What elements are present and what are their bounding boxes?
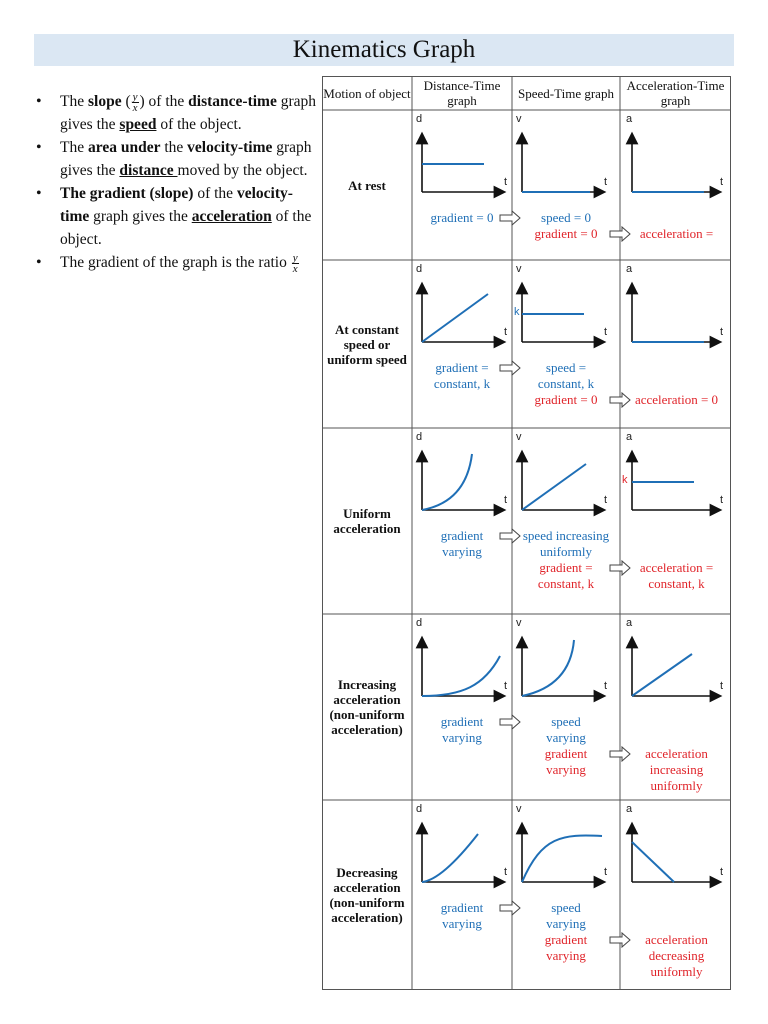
speed-note: speed =	[545, 360, 587, 375]
axis-letter-a: a	[626, 617, 633, 629]
axis-letter-t: t	[504, 866, 508, 878]
axis-letter-t: t	[604, 866, 608, 878]
speed-note: speed increasing	[522, 528, 610, 543]
speed-note: uniformly	[540, 544, 592, 559]
speed-note: constant, k	[537, 376, 595, 391]
axis-letter-t: t	[720, 326, 724, 338]
distance-note: varying	[442, 916, 482, 931]
acceleration-note: acceleration =	[639, 560, 714, 575]
header-motion: Motion of object	[323, 85, 411, 101]
axis-letter-v: v	[516, 263, 522, 275]
speed-gradient-note: gradient	[544, 746, 588, 761]
distance-line	[422, 454, 472, 510]
row-label: At constant speed or uniform speed	[327, 321, 407, 367]
acceleration-note: acceleration	[645, 932, 708, 947]
axis-letter-t: t	[604, 494, 608, 506]
bullet-item: • The area under the velocity-time graph gives the distance moved by the object.	[36, 136, 316, 182]
acceleration-note: uniformly	[650, 964, 703, 979]
speed-gradient-note: varying	[546, 762, 586, 777]
axis-letter-t: t	[504, 680, 508, 692]
fraction: $\frac{y}{x}$	[132, 90, 138, 114]
axis-letter-d: d	[416, 617, 423, 629]
speed-note: speed	[551, 900, 581, 915]
axis-letter-t: t	[720, 176, 724, 188]
header-distance-time: Distance-Time graph	[423, 78, 501, 108]
acceleration-note: constant, k	[648, 576, 705, 591]
axis-letter-v: v	[516, 803, 522, 815]
speed-note: speed = 0	[541, 210, 591, 225]
axis-letter-t: t	[504, 176, 508, 188]
axis-letter-a: a	[626, 431, 633, 443]
acceleration-note: acceleration = 0	[634, 392, 719, 407]
distance-note: gradient = 0	[430, 210, 494, 225]
axis-letter-t: t	[504, 494, 508, 506]
axis-letter-t: t	[720, 866, 724, 878]
speed-gradient-note: gradient = 0	[534, 226, 598, 241]
speed-note: varying	[546, 916, 586, 931]
axis-letter-d: d	[416, 113, 423, 125]
axis-letter-a: a	[626, 263, 633, 275]
speed-gradient-note: gradient =	[539, 560, 593, 575]
distance-note: varying	[442, 730, 482, 745]
speed-gradient-note: gradient	[544, 932, 588, 947]
kinematics-table	[322, 76, 731, 990]
axis-letter-d: d	[416, 431, 423, 443]
acceleration-note: increasing	[649, 762, 704, 777]
axis-letter-t: t	[604, 680, 608, 692]
speed-line	[522, 464, 586, 510]
axis-letter-t: t	[720, 494, 724, 506]
distance-note: gradient	[440, 900, 484, 915]
speed-gradient-note: varying	[546, 948, 586, 963]
header-speed-time: Speed-Time graph	[518, 85, 614, 101]
axis-letter-d: d	[416, 263, 423, 275]
k-label: k	[514, 306, 520, 318]
acceleration-line	[632, 654, 692, 696]
distance-note: gradient =	[435, 360, 489, 375]
header-acceleration-time: Acceleration-Time graph	[626, 78, 725, 108]
speed-gradient-note: constant, k	[537, 576, 595, 591]
row-label: Decreasing acceleration (non-uniform acceleration)	[329, 865, 405, 925]
speed-note: varying	[546, 730, 586, 745]
k-label: k	[622, 474, 628, 486]
axis-letter-v: v	[516, 113, 522, 125]
axis-letter-a: a	[626, 803, 633, 815]
distance-line	[422, 294, 488, 342]
axis-letter-t: t	[504, 326, 508, 338]
bullet-list	[36, 90, 316, 274]
page-title: Kinematics Graph	[34, 34, 734, 66]
axis-letter-v: v	[516, 431, 522, 443]
axis-letter-v: v	[516, 617, 522, 629]
acceleration-note: decreasing	[648, 948, 705, 963]
acceleration-line	[632, 842, 674, 882]
axis-letter-t: t	[720, 680, 724, 692]
axis-letter-a: a	[626, 113, 633, 125]
row-label: Increasing acceleration (non-uniform acceleration)	[329, 677, 405, 737]
acceleration-note: acceleration	[645, 746, 708, 761]
speed-line	[522, 836, 602, 882]
distance-note: gradient	[440, 714, 484, 729]
axis-letter-t: t	[604, 176, 608, 188]
acceleration-note: uniformly	[650, 778, 703, 793]
row-label: At rest	[348, 177, 386, 193]
speed-gradient-note: gradient = 0	[534, 392, 598, 407]
speed-line	[522, 640, 574, 696]
row-label: Uniform acceleration	[333, 506, 401, 536]
distance-line	[422, 656, 500, 696]
distance-note: constant, k	[433, 376, 491, 391]
bullet-item: • The gradient (slope) of the velocity-time graph gives the acceleration of the object.	[36, 182, 316, 251]
bullet-item: • The gradient of the graph is the ratio $\frac{y}{x}$	[36, 251, 316, 274]
fraction: $\frac{y}{x}$	[292, 251, 298, 275]
axis-letter-t: t	[604, 326, 608, 338]
bullet-item: • The slope ( $\frac{y}{x}$ ) of the distance-time graph gives the speed of the object.	[36, 90, 316, 136]
distance-note: varying	[442, 544, 482, 559]
axis-letter-d: d	[416, 803, 423, 815]
distance-line	[422, 834, 478, 882]
distance-note: gradient	[440, 528, 484, 543]
acceleration-note: acceleration =	[639, 226, 714, 241]
speed-note: speed	[551, 714, 581, 729]
